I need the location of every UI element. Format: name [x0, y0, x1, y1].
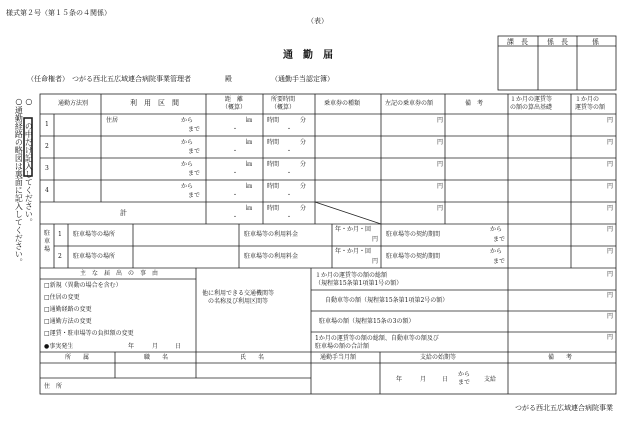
row1-dot2: ・: [286, 126, 293, 133]
header-time: 所要時間 （概算）: [271, 96, 296, 111]
row1-km: ㎞: [246, 117, 253, 124]
parking1-from: から: [490, 226, 503, 233]
row1-dot: ・: [232, 126, 239, 133]
row2-dot2: ・: [286, 148, 293, 155]
start-year: 年: [396, 376, 403, 383]
approval-header-subchief: 係 長: [547, 38, 568, 46]
row2-time: 時間: [267, 139, 280, 146]
row4-min: 分: [300, 183, 307, 190]
row3-time: 時間: [267, 161, 280, 168]
row3-yen: 円: [437, 161, 444, 168]
side-note-fill-only: ○ の中だけ記入してください。: [24, 97, 34, 226]
occurrence-day: 日: [175, 343, 182, 350]
row3-min: 分: [300, 161, 307, 168]
summary-grand-total: 1か月の運賃等の額の総額、自動車等の額及び 駐車場の額の合計額: [315, 335, 439, 351]
reason-fare[interactable]: □運賃・駐車場等の負担額の変更: [44, 330, 134, 337]
total-yen: 円: [437, 205, 444, 212]
row2-min: 分: [300, 139, 307, 146]
summary-grand-total-yen: 円: [607, 334, 614, 341]
page-title: 通 勤 届: [283, 50, 333, 61]
parking2-to: まで: [493, 258, 506, 265]
row3-no: 3: [45, 165, 49, 172]
parking1-fee-label: 駐車場等の利用料金: [244, 231, 299, 238]
row1-no: 1: [45, 121, 49, 128]
parking1-to: まで: [493, 236, 506, 243]
approval-header-staff: 係: [592, 38, 599, 46]
row2-yen2: 円: [607, 139, 614, 146]
row2-no: 2: [45, 143, 49, 150]
pay-label: 支給: [484, 376, 497, 383]
row1-to: まで: [188, 126, 201, 133]
start-from-to: から まで: [458, 371, 471, 386]
parking2-place-label: 駐車場等の場所: [73, 253, 116, 260]
payment-start-label: 支給の始期等: [420, 354, 457, 361]
header-monthly-basis: １か月の運賃等 の額の算出基礎: [510, 96, 553, 111]
approval-header-chief: 課 長: [507, 38, 528, 46]
parking2-from: から: [490, 248, 503, 255]
row3-dot: ・: [232, 170, 239, 177]
summary-parking: 駐車場の額（規程第15条の3の額）: [319, 318, 415, 325]
start-month: 月: [420, 376, 427, 383]
summary-car-yen: 円: [607, 292, 614, 299]
row4-from: から: [181, 183, 194, 190]
row1-place: 住居: [106, 117, 119, 124]
parking1-yen: 円: [372, 236, 379, 243]
parking2-yen: 円: [372, 258, 379, 265]
dono: 殿: [225, 75, 232, 83]
parking2-period-label: 駐車場等の契約期間: [386, 253, 441, 260]
row1-min: 分: [300, 117, 307, 124]
front-label: （表）: [307, 17, 328, 25]
position-label: 職 名: [144, 354, 169, 361]
summary-total-fare: １か月の運賃等の額の総額 （規程第15条第1項第1号の額）: [315, 272, 403, 288]
total-yen2: 円: [607, 205, 614, 212]
side-note-sketch: ○通勤経路の略図は裏面に記入してください。: [14, 97, 24, 266]
parking2-unit: 年・か月・回: [335, 248, 372, 255]
row4-time: 時間: [267, 183, 280, 190]
header-monthly-amount: １か月の 運賃等の額: [575, 96, 606, 111]
monthly-allowance-label: 通勤手当月額: [320, 354, 357, 361]
parking1-yen2: 円: [607, 226, 614, 233]
header-ticket-amount: 左記の乗車券の額: [385, 100, 434, 107]
parking1-place-label: 駐車場等の場所: [73, 231, 116, 238]
row1-time: 時間: [267, 117, 280, 124]
row1-yen2: 円: [607, 117, 614, 124]
row4-dot: ・: [232, 192, 239, 199]
start-day: 日: [442, 376, 449, 383]
reasons-title: 主 な 届 出 の 事 由: [80, 270, 159, 277]
header-method: 通勤方法別: [58, 100, 89, 107]
header-ticket-type: 乗車券の種類: [324, 100, 361, 107]
occurrence-year: 年: [128, 343, 135, 350]
form-number: 様式第２号（第１５条の４関係）: [6, 9, 111, 17]
row2-yen: 円: [437, 139, 444, 146]
parking2-yen2: 円: [607, 248, 614, 255]
summary-car: 自動車等の額（規程第15条第1項第2号の額）: [325, 297, 449, 304]
other-transport-label: 他に利用できる交通機関等 の名称及び利用区間等: [202, 290, 275, 306]
summary-total-fare-yen: 円: [607, 271, 614, 278]
row3-to: まで: [188, 170, 201, 177]
row3-yen2: 円: [607, 161, 614, 168]
row3-km: ㎞: [246, 161, 253, 168]
affiliation-label: 所 属: [65, 354, 90, 361]
reason-method[interactable]: □通勤方法の変更: [44, 318, 92, 325]
row2-dot: ・: [232, 148, 239, 155]
footer-org: つがる西北五広域連合病院事業: [515, 404, 613, 412]
total-dot: ・: [232, 214, 239, 221]
bottom-remarks-label: 備 考: [548, 354, 573, 361]
parking-label: 駐 車 場: [44, 230, 51, 254]
header-section: 利 用 区 間: [130, 99, 179, 107]
parking2-no: 2: [58, 253, 62, 260]
row4-km: ㎞: [246, 183, 253, 190]
reason-residence[interactable]: □住居の変更: [44, 294, 80, 301]
parking1-no: 1: [58, 231, 62, 238]
row4-yen: 円: [437, 183, 444, 190]
row1-from: から: [181, 117, 194, 124]
occurrence-month: 月: [152, 343, 159, 350]
row4-to: まで: [188, 192, 201, 199]
row4-dot2: ・: [286, 192, 293, 199]
row4-no: 4: [45, 187, 49, 194]
address-label: 住 所: [44, 383, 63, 390]
appointer-label: （任命権者）: [27, 75, 69, 83]
parking1-period-label: 駐車場等の契約期間: [386, 231, 441, 238]
row1-yen: 円: [437, 117, 444, 124]
row2-km: ㎞: [246, 139, 253, 146]
total-km: ㎞: [246, 205, 253, 212]
row3-from: から: [181, 161, 194, 168]
parking2-fee-label: 駐車場等の利用料金: [244, 253, 299, 260]
total-min: 分: [300, 205, 307, 212]
appointer-name: つがる西北五広域連合病院事業管理者: [72, 75, 191, 83]
row2-to: まで: [188, 148, 201, 155]
occurrence-label: ●事実発生: [44, 343, 74, 350]
reason-new[interactable]: □新規（異動の場合を含む）: [44, 282, 122, 289]
allowance-kind: （通勤手当認定簿）: [271, 75, 334, 83]
row4-yen2: 円: [607, 183, 614, 190]
total-dot2: ・: [286, 214, 293, 221]
name-label: 氏 名: [240, 354, 265, 361]
row2-from: から: [181, 139, 194, 146]
total-time: 時間: [267, 205, 280, 212]
total-label: 計: [120, 209, 127, 217]
summary-parking-yen: 円: [607, 313, 614, 320]
header-remarks: 備 考: [465, 100, 484, 107]
reason-route[interactable]: □通勤経路の変更: [44, 306, 92, 313]
row3-dot2: ・: [286, 170, 293, 177]
parking1-unit: 年・か月・回: [335, 226, 372, 233]
header-distance: 距 離 （概算）: [222, 96, 247, 111]
